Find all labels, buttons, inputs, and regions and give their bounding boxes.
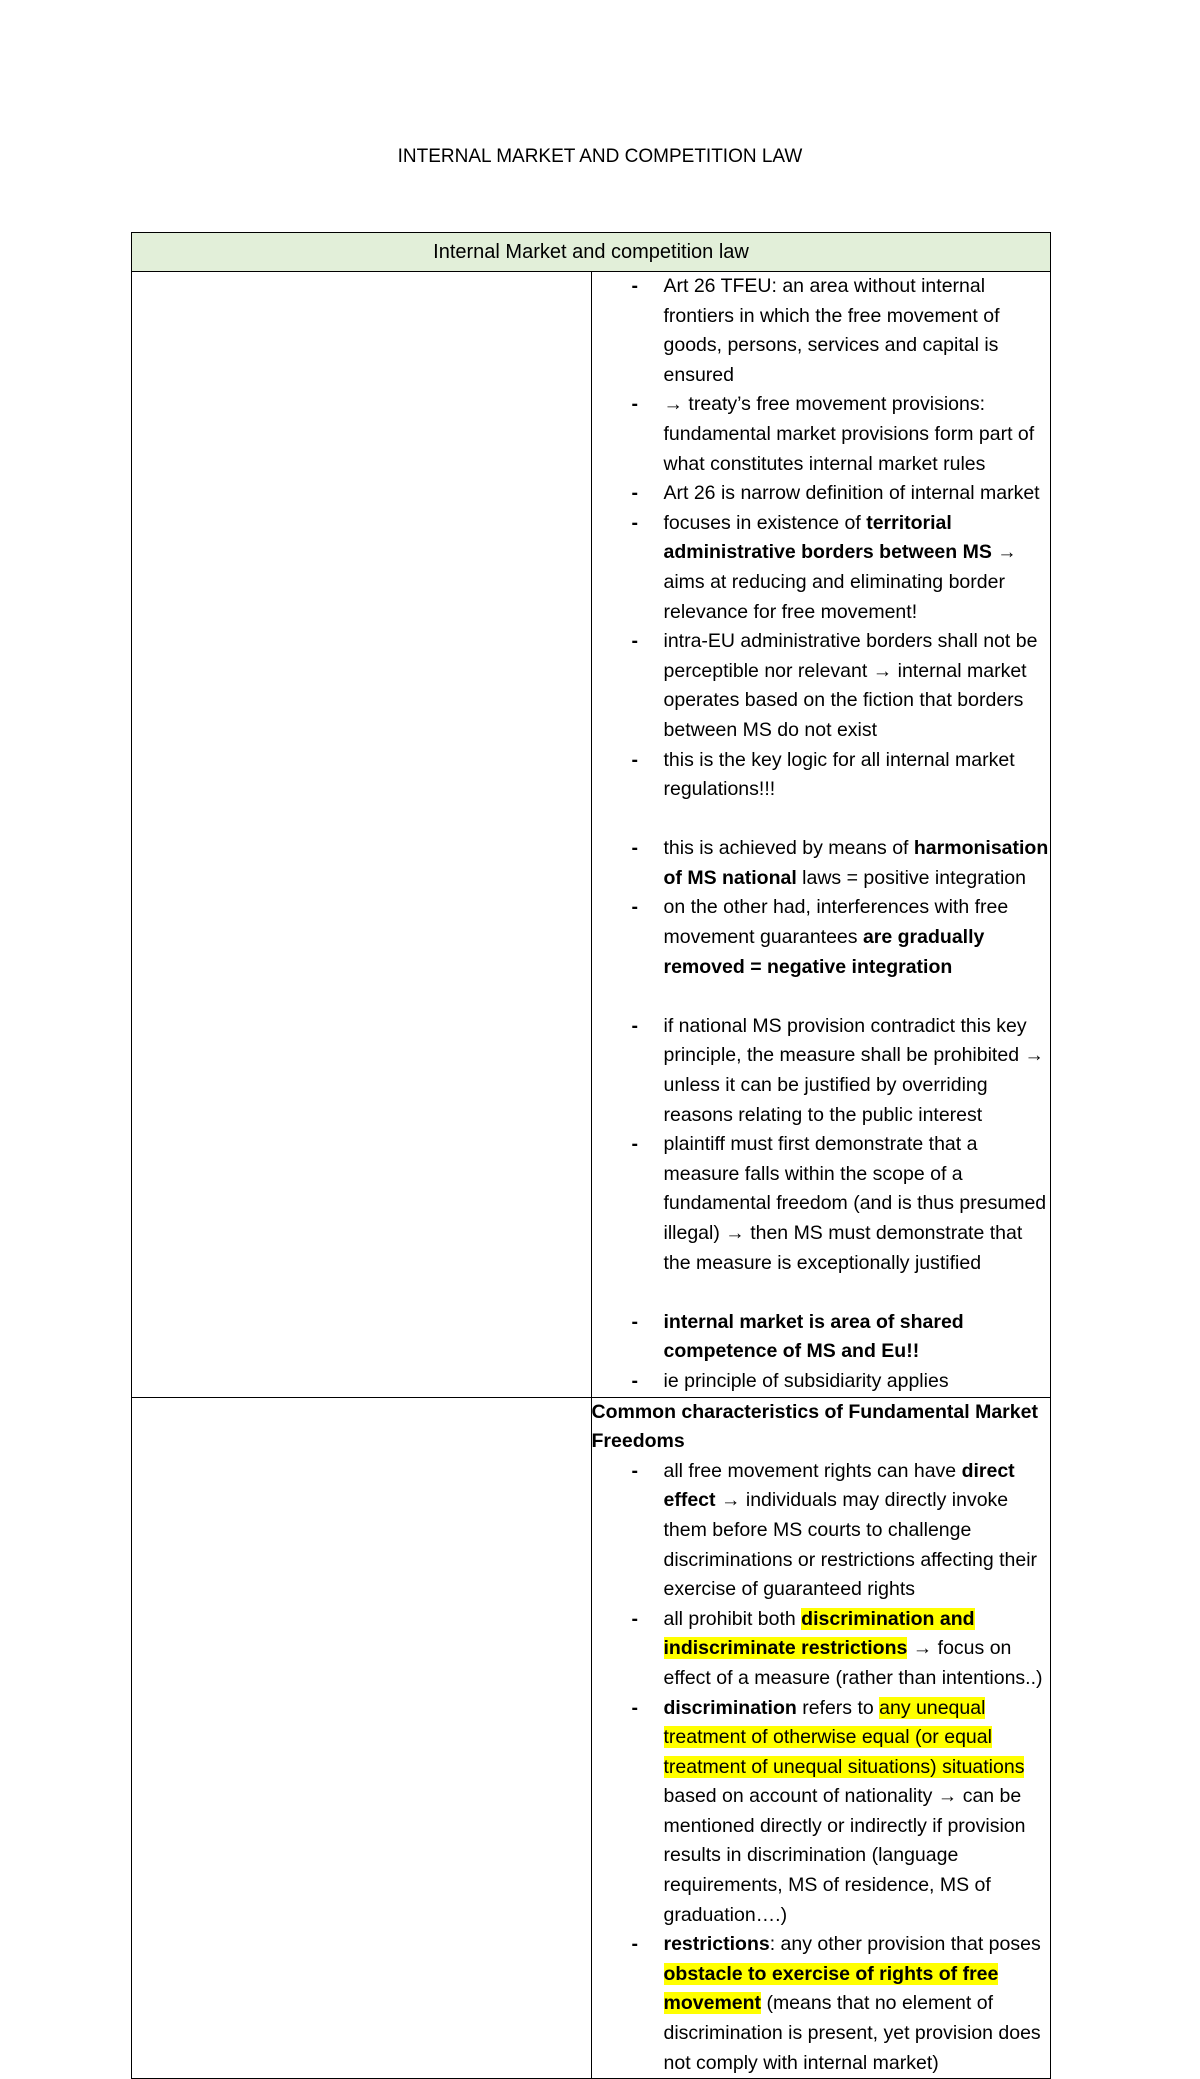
bullet-item [592,1012,1051,1130]
bullet-item [592,509,1051,627]
bullet-list [592,1457,1051,2078]
left-empty-cell [132,1397,592,2079]
text-run: this is achieved by means of [663,837,914,860]
bullet-item [592,1605,1051,1694]
text-run: if national MS provision contradict this key principle, the measure shall be prohibited → unless it can be justified by overriding reasons relating to the public interest [663,1014,1044,1126]
text-run: → aims at reducing and eliminating border relevance for free movement! [663,541,1017,623]
bullet-item [592,1130,1051,1278]
table-row [132,1397,1051,2079]
content-cell-internal-market [591,272,1051,1398]
bullet-item [592,1457,1051,1605]
text-run: → individuals may directly invoke them before MS courts to challenge discriminations or restrictions affecting their exercise of guaranteed rights [663,1489,1038,1601]
bold-text: direct effect [663,1459,1015,1512]
text-run: → treaty’s free movement provisions: fundamental market provisions form part of what constitutes internal market rules [663,393,1035,475]
text-run: intra-EU administrative borders shall not be perceptible nor relevant → internal market operates based on the fiction that borders between MS do not exist [663,630,1038,741]
text-run: plaintiff must first demonstrate that a measure falls within the scope of a fundamental freedom (and is thus presumed illegal) → then MS must demonstrate that the measure is exceptionally justified [663,1133,1047,1274]
text-run: Art 26 is narrow definition of internal market [663,482,1040,505]
bold-text: harmonisation of MS national [663,837,1049,889]
text-run: based on account of nationality → can be mentioned directly or indirectly if provision results in discrimination (language requirements, MS of residence, MS of graduation….) [663,1785,1026,1926]
bullet-item [592,893,1051,982]
bullet-item [592,746,1051,805]
section-title: Common characteristics of Fundamental Market Freedoms [591,1400,1038,1453]
bullet-item [592,479,1051,509]
text-run: focuses in existence of [663,511,867,534]
bold-text: are gradually removed = negative integration [663,926,985,978]
highlighted-text: discrimination and indiscriminate restrictions [663,1607,975,1660]
text-run: ie principle of subsidiarity applies [663,1369,949,1392]
text-run: : any other provision that poses [769,1933,1041,1956]
bold-text: territorial administrative borders between MS [663,511,992,564]
text-run: → focus on effect of a measure (rather than intentions..) [663,1637,1043,1689]
highlighted-text: any unequal treatment of otherwise equal (or equal treatment of unequal situations) situations [663,1696,1025,1778]
text-run: all prohibit both [663,1607,802,1630]
content-cell-fundamental-freedoms [591,1397,1051,2079]
text-run: this is the key logic for all internal market regulations!!! [663,748,1015,801]
bold-text: internal market is area of shared competence of MS and Eu!! [663,1310,964,1363]
bullet-item [592,1308,1051,1367]
bullet-item [592,1930,1051,2078]
text-run: all free movement rights can have [663,1459,962,1482]
table-row [132,272,1051,1398]
bullet-item [592,272,1051,390]
table-header-row [132,233,1051,272]
bullet-item [592,390,1051,479]
bullet-item [592,627,1051,745]
text-run: (means that no element of discrimination is present, yet provision does not comply with internal market) [663,1992,1041,2074]
bullet-item [592,834,1051,893]
text-run: Art 26 TFEU: an area without internal frontiers in which the free movement of goods, persons, services and capital is ensured [663,275,1000,386]
bold-text: restrictions [663,1933,770,1956]
bullet-item [592,1367,1051,1397]
text-run: on the other had, interferences with free movement guarantees [663,896,1009,949]
text-run: laws = positive integration [796,866,1026,889]
text-run: refers to [796,1696,880,1719]
highlighted-text: obstacle to exercise of rights of free movement [663,1962,999,2015]
notes-table [131,232,1051,2079]
bold-text: discrimination [663,1696,797,1719]
table-header: Internal Market and competition law [132,233,1051,272]
bullet-list [592,272,1051,1397]
left-empty-cell [132,272,592,1398]
document-title: INTERNAL MARKET AND COMPETITION LAW [397,146,803,167]
bullet-item [592,1694,1051,1931]
